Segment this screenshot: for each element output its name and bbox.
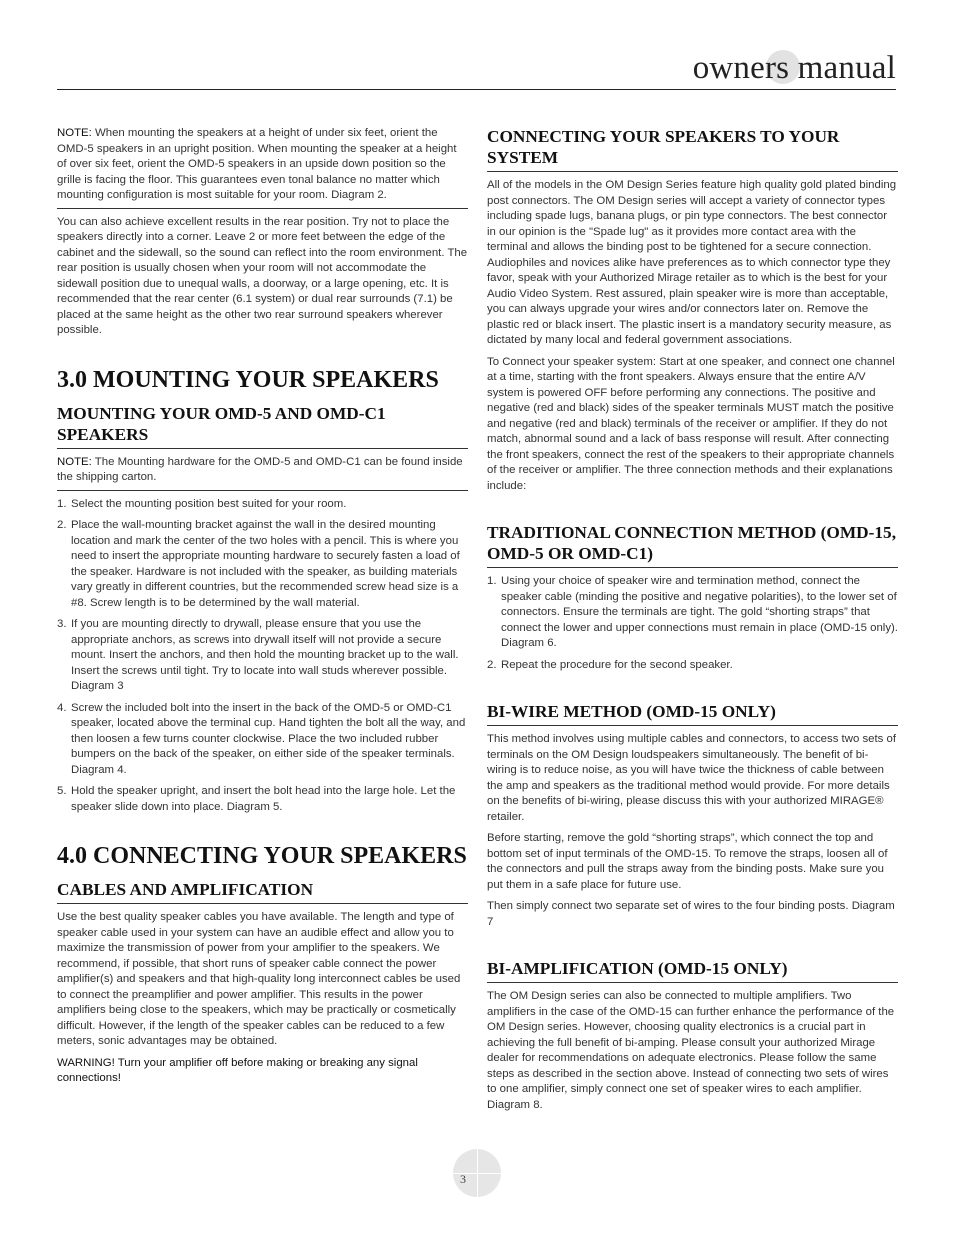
- step-number: 2.: [57, 519, 67, 531]
- note-text: When mounting the speakers at a height of under six feet, orient the OMD-5 speakers in an upright position. When mounting the speaker at a height of over six feet, orient the OMD-5 speakers in an upside down position so the grille is facing the floor. This guarantees even tonal balance no matter which mounting configuration is most suitable for your room. Diagram 2.: [57, 127, 457, 201]
- step-number: 2.: [487, 658, 497, 671]
- step-text: Using your choice of speaker wire and termination method, connect the speaker cable (minding the positive and negative polarities), to the lower set of connectors. Ensure the terminals are tight. The gold “shorting straps” that connect the lower and upper connections must remain in place (OMD-15 only). Diagram 6.: [501, 575, 898, 649]
- note-paragraph: [57, 126, 468, 204]
- note-text: The Mounting hardware for the OMD-5 and OMD-C1 can be found inside the shipping carton.: [57, 455, 463, 483]
- section-heading-mounting: 3.0 MOUNTING YOUR SPEAKERS: [57, 366, 439, 393]
- binding-posts-paragraph: All of the models in the OM Design Series feature high quality gold plated binding post connectors. The OM Design series will accept a variety of connector types including spade lugs, banana plugs, or pin type connectors. The best connector in our opinion is the "Spade lug" as it provides more contact area with the terminal and allows the binding post to be tightened for a secure connection. Audiophiles and novices alike have preferences as to which connector type they favor, speak with your Authorized Mirage retailer as to which is the best for your Audio Video System. Rest assured, plain speaker wire is more than acceptable, you can always upgrade your wires and/or connectors later on. Remove the plastic red or black insert. The plastic insert is a mandatory security measure, as dictated by many local and federal government associations.: [487, 179, 897, 346]
- list-item: [487, 658, 898, 674]
- warning-text: WARNING! Turn your amplifier off before making or breaking any signal connections!: [57, 1056, 418, 1084]
- biwire-paragraph: Before starting, remove the gold “shorting straps”, which connect the top and bottom set of input terminals of the OMD-15. To remove the straps, loosen all of the connectors and pull the straps away from the binding posts. Make sure you put them in a safe place for future use.: [487, 832, 888, 891]
- rear-position-paragraph: You can also achieve excellent results in the rear position. Try not to place the speakers directly into a corner. Leave 2 or more feet between the edge of the cabinet and the sidewall, so the sound can reflect into the room environment. The rear position is usually chosen when your room will not accommodate the sidewall position due to unequal walls, a doorway, or a large opening, etc. It is recommended that the rear center (6.1 system) or dual rear surrounds (7.1) be placed at the same height as the other two rear surround speakers wherever possible.: [57, 215, 468, 336]
- step-text: Repeat the procedure for the second speaker.: [501, 658, 733, 671]
- subheading-cables: CABLES AND AMPLIFICATION: [57, 879, 468, 904]
- list-item: [57, 784, 468, 815]
- biwire-paragraph: Then simply connect two separate set of wires to the four binding posts. Diagram 7: [487, 900, 895, 928]
- step-number: 5.: [57, 785, 67, 797]
- subheading-biwire: BI-WIRE METHOD (OMD-15 ONLY): [487, 701, 898, 726]
- section-heading-connecting: 4.0 CONNECTING YOUR SPEAKERS: [57, 843, 467, 869]
- step-text: Select the mounting position best suited for your room.: [71, 497, 347, 510]
- biamp-paragraph: The OM Design series can also be connected to multiple amplifiers. Two amplifiers in the case of the OMD-15 can further enhance the performance of the OM Design series. However, choosing quality electronics is a crucial part in achieving the full benefit of bi-amping. Please consult your authorized Mirage dealer for recommendations on adequate electronics. Please follow the same steps as described in the section above. Instead of connecting two sets of wires to one amplifier, simply connect one set of speaker wires to each amplifier. Diagram 8.: [487, 990, 895, 1111]
- subheading-mounting-omd: MOUNTING YOUR OMD-5 AND OMD-C1 SPEAKERS: [57, 403, 468, 449]
- header-rule: [57, 89, 896, 90]
- list-item: [57, 497, 468, 513]
- step-text: Hold the speaker upright, and insert the bolt head into the large hole. Let the speaker slide down into place. Diagram 5.: [71, 785, 456, 813]
- right-column: [487, 126, 898, 1119]
- biwire-paragraph: This method involves using multiple cables and connectors, to access two sets of terminals on the OM Design loudspeakers simultaneously. The benefit of bi-wiring is to reduce noise, as you will have twice the thickness of cable between the amp and speakers as the traditional method would provide. For more details on the benefits of bi-wiring, please discuss this with your authorized MIRAGE® retailer.: [487, 733, 897, 823]
- page-title: owners manual: [692, 50, 896, 86]
- cables-paragraph: Use the best quality speaker cables you have available. The length and type of speaker cable used in your system can have an audible effect and allow you to maximize the transmission of power from your amplifier to the speakers. We recommend, if possible, that short runs of speaker cable connect the power amplifier(s) and speakers and that high-quality long interconnect cables be used to connect the preamplifier and power amplifier. This results in the power amplifiers being close to the speakers, which may be practically or cosmetically difficult. However, if the length of the speaker cables can be reduced to a few meters, sonic advantages may be obtained.: [57, 911, 461, 1047]
- note-mounting-hardware: [57, 455, 468, 491]
- traditional-steps-list: [487, 574, 898, 673]
- list-item: [57, 518, 468, 611]
- step-number: 1.: [487, 575, 497, 587]
- page-number: 3: [460, 1172, 466, 1186]
- mounting-steps-list: [57, 497, 468, 816]
- subheading-connect-system: CONNECTING YOUR SPEAKERS TO YOUR SYSTEM: [487, 126, 898, 172]
- note-label: NOTE:: [57, 127, 92, 139]
- note-label: NOTE:: [57, 455, 92, 468]
- connect-procedure-paragraph: To Connect your speaker system: Start at one speaker, and connect one channel at a time, starting with the front speakers. Always ensure that the entire A/V system is powered OFF before performing any connections. The positive and negative (red and black) sides of the speaker terminals MUST match the positive and negative (red and black) terminals of the receiver or amplifier. If they do not match, abnormal sound and a lack of bass response will result. After connecting the front speakers, connect the rest of the speakers to their appropriate channels of the receiver or amplifier. The three connection methods and their explanations include:: [487, 355, 895, 492]
- subheading-biamp: BI-AMPLIFICATION (OMD-15 ONLY): [487, 958, 898, 983]
- list-item: [57, 701, 468, 779]
- step-text: If you are mounting directly to drywall, please ensure that you use the appropriate anchors, as screws into drywall itself will not provide a secure mount. Insert the anchors, and then hold the mounting bracket up to the wall. Insert the screws until tight. Try to locate into wall studs wherever possible. Diagram 3: [71, 618, 459, 692]
- step-number: 4.: [57, 701, 67, 714]
- list-item: [57, 617, 468, 695]
- note-paragraph: [57, 455, 468, 486]
- left-column: [57, 126, 468, 1093]
- subheading-traditional: TRADITIONAL CONNECTION METHOD (OMD-15, OMD-5 OR OMD-C1): [487, 522, 898, 568]
- step-number: 1.: [57, 497, 67, 510]
- step-text: Screw the included bolt into the insert in the back of the OMD-5 or OMD-C1 speaker, located above the terminal cup. Hand tighten the bolt all the way, and then loosen a few turns counter clockwise. Place the two included rubber bumpers on the back of the speaker, on either side of the speaker terminals. Diagram 4.: [71, 701, 466, 776]
- list-item: [487, 574, 898, 652]
- step-number: 3.: [57, 618, 67, 630]
- note-mounting-height: [57, 126, 468, 209]
- step-text: Place the wall-mounting bracket against the wall in the desired mounting location and mark the center of the two holes with a pencil. This is where you need to insert the appropriate mounting hardware to securely fasten a load of the speaker. Hardware is not included with the speaker, as building materials vary greatly in different countries, but the recommended screw head size is a #8. Screw length is to be determined by the wall material.: [71, 519, 460, 609]
